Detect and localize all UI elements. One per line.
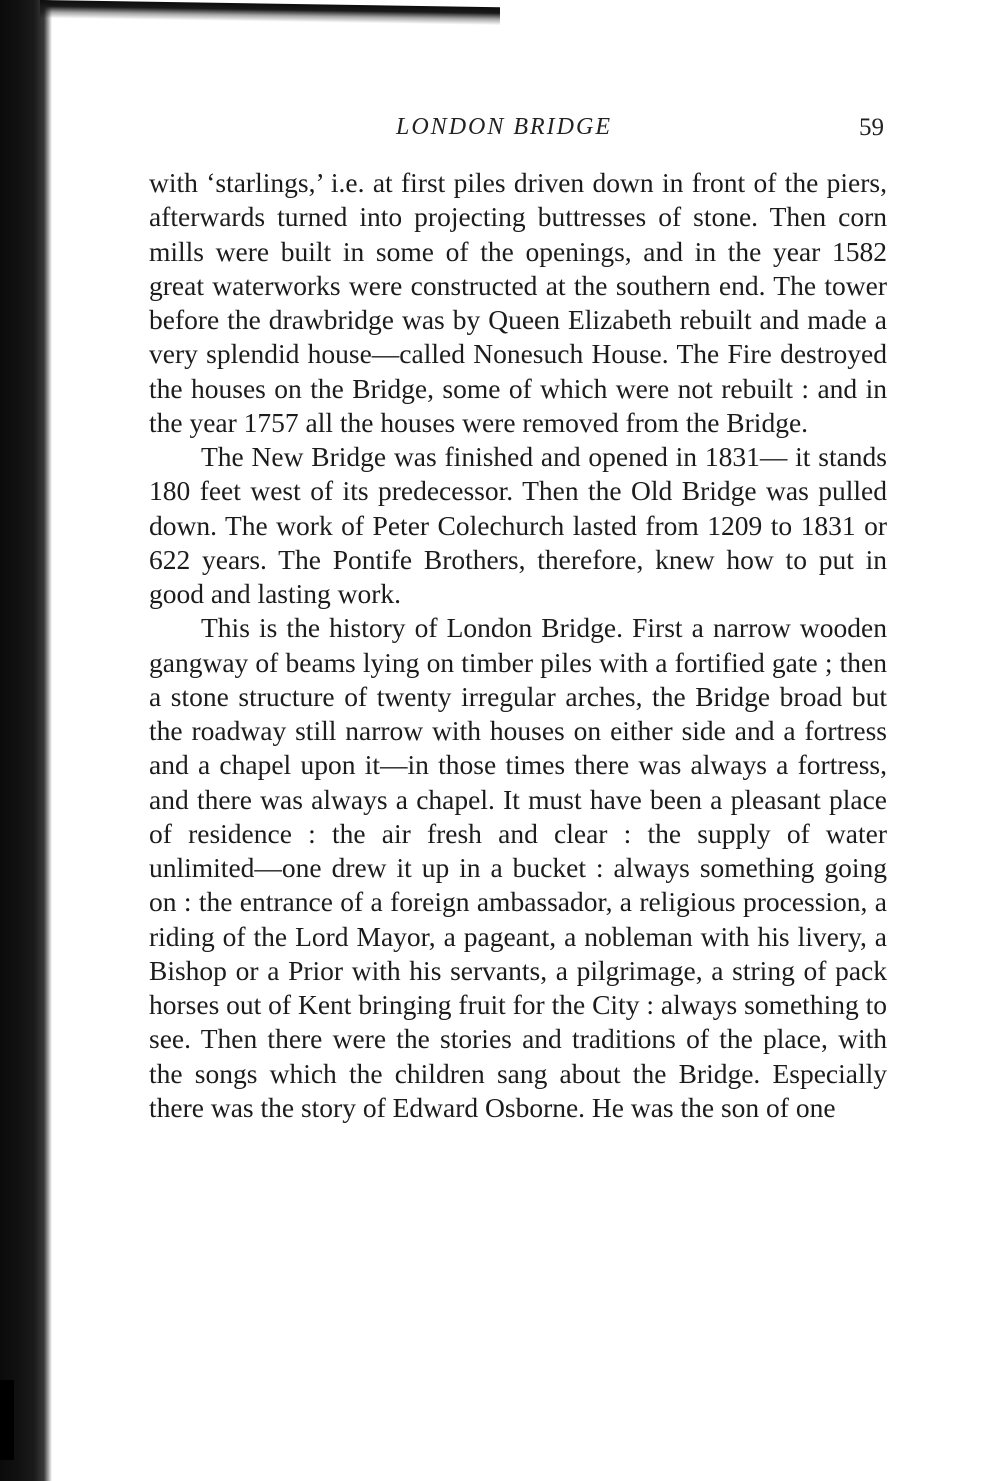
running-title: LONDON BRIDGE [396, 114, 612, 140]
scan-edge-mark [0, 1380, 14, 1460]
page-header [150, 110, 890, 150]
page-number: 59 [859, 114, 884, 141]
paragraph-3: This is the history of London Bridge. First a narrow wooden gangway of beams lying on timber piles with a fortified gate ; then a stone structure of twenty irregular arches, the Bridge broad but the roadway still narrow with houses on either side and a fortress and a chapel upon it—in those times there was always a fortress, and there was always a chapel. It must have been a pleasant place of residence : the air fresh and clear : the supply of water unlimited—one drew it up in a bucket : always something going on : the entrance of a foreign ambassador, a religious procession, a riding of the Lord Mayor, a pageant, a nobleman with his livery, a Bishop or a Prior with his servants, a pilgrimage, a string of pack horses out of Kent bringing fruit for the City : always something to see. Then there were the stories and traditions of the place, with the songs which the children sang about the Bridge. Especially there was the story of Edward Osborne. He was the son of one [149, 612, 887, 1123]
page-top-edge-shadow [40, 0, 500, 25]
book-spine-shadow [0, 0, 52, 1481]
paragraph-2: The New Bridge was finished and opened in 1831— it stands 180 feet west of its predecessor. Then the Old Bridge was pulled down. The work of Peter Colechurch lasted from 1209 to 1831 or 622 years. The Pontife Brothers, therefore, knew how to put in good and lasting work. [149, 441, 887, 609]
body-text [149, 166, 887, 1125]
paragraph-1: with ‘starlings,’ i.e. at first piles driven down in front of the piers, afterwards turned into projecting buttresses of stone. Then corn mills were built in some of the openings, and in the year 1582 great waterworks were constructed at the southern end. The tower before the drawbridge was by Queen Elizabeth rebuilt and made a very splendid house—called Nonesuch House. The Fire destroyed the houses on the Bridge, some of which were not rebuilt : and in the year 1757 all the houses were removed from the Bridge. [149, 167, 887, 438]
